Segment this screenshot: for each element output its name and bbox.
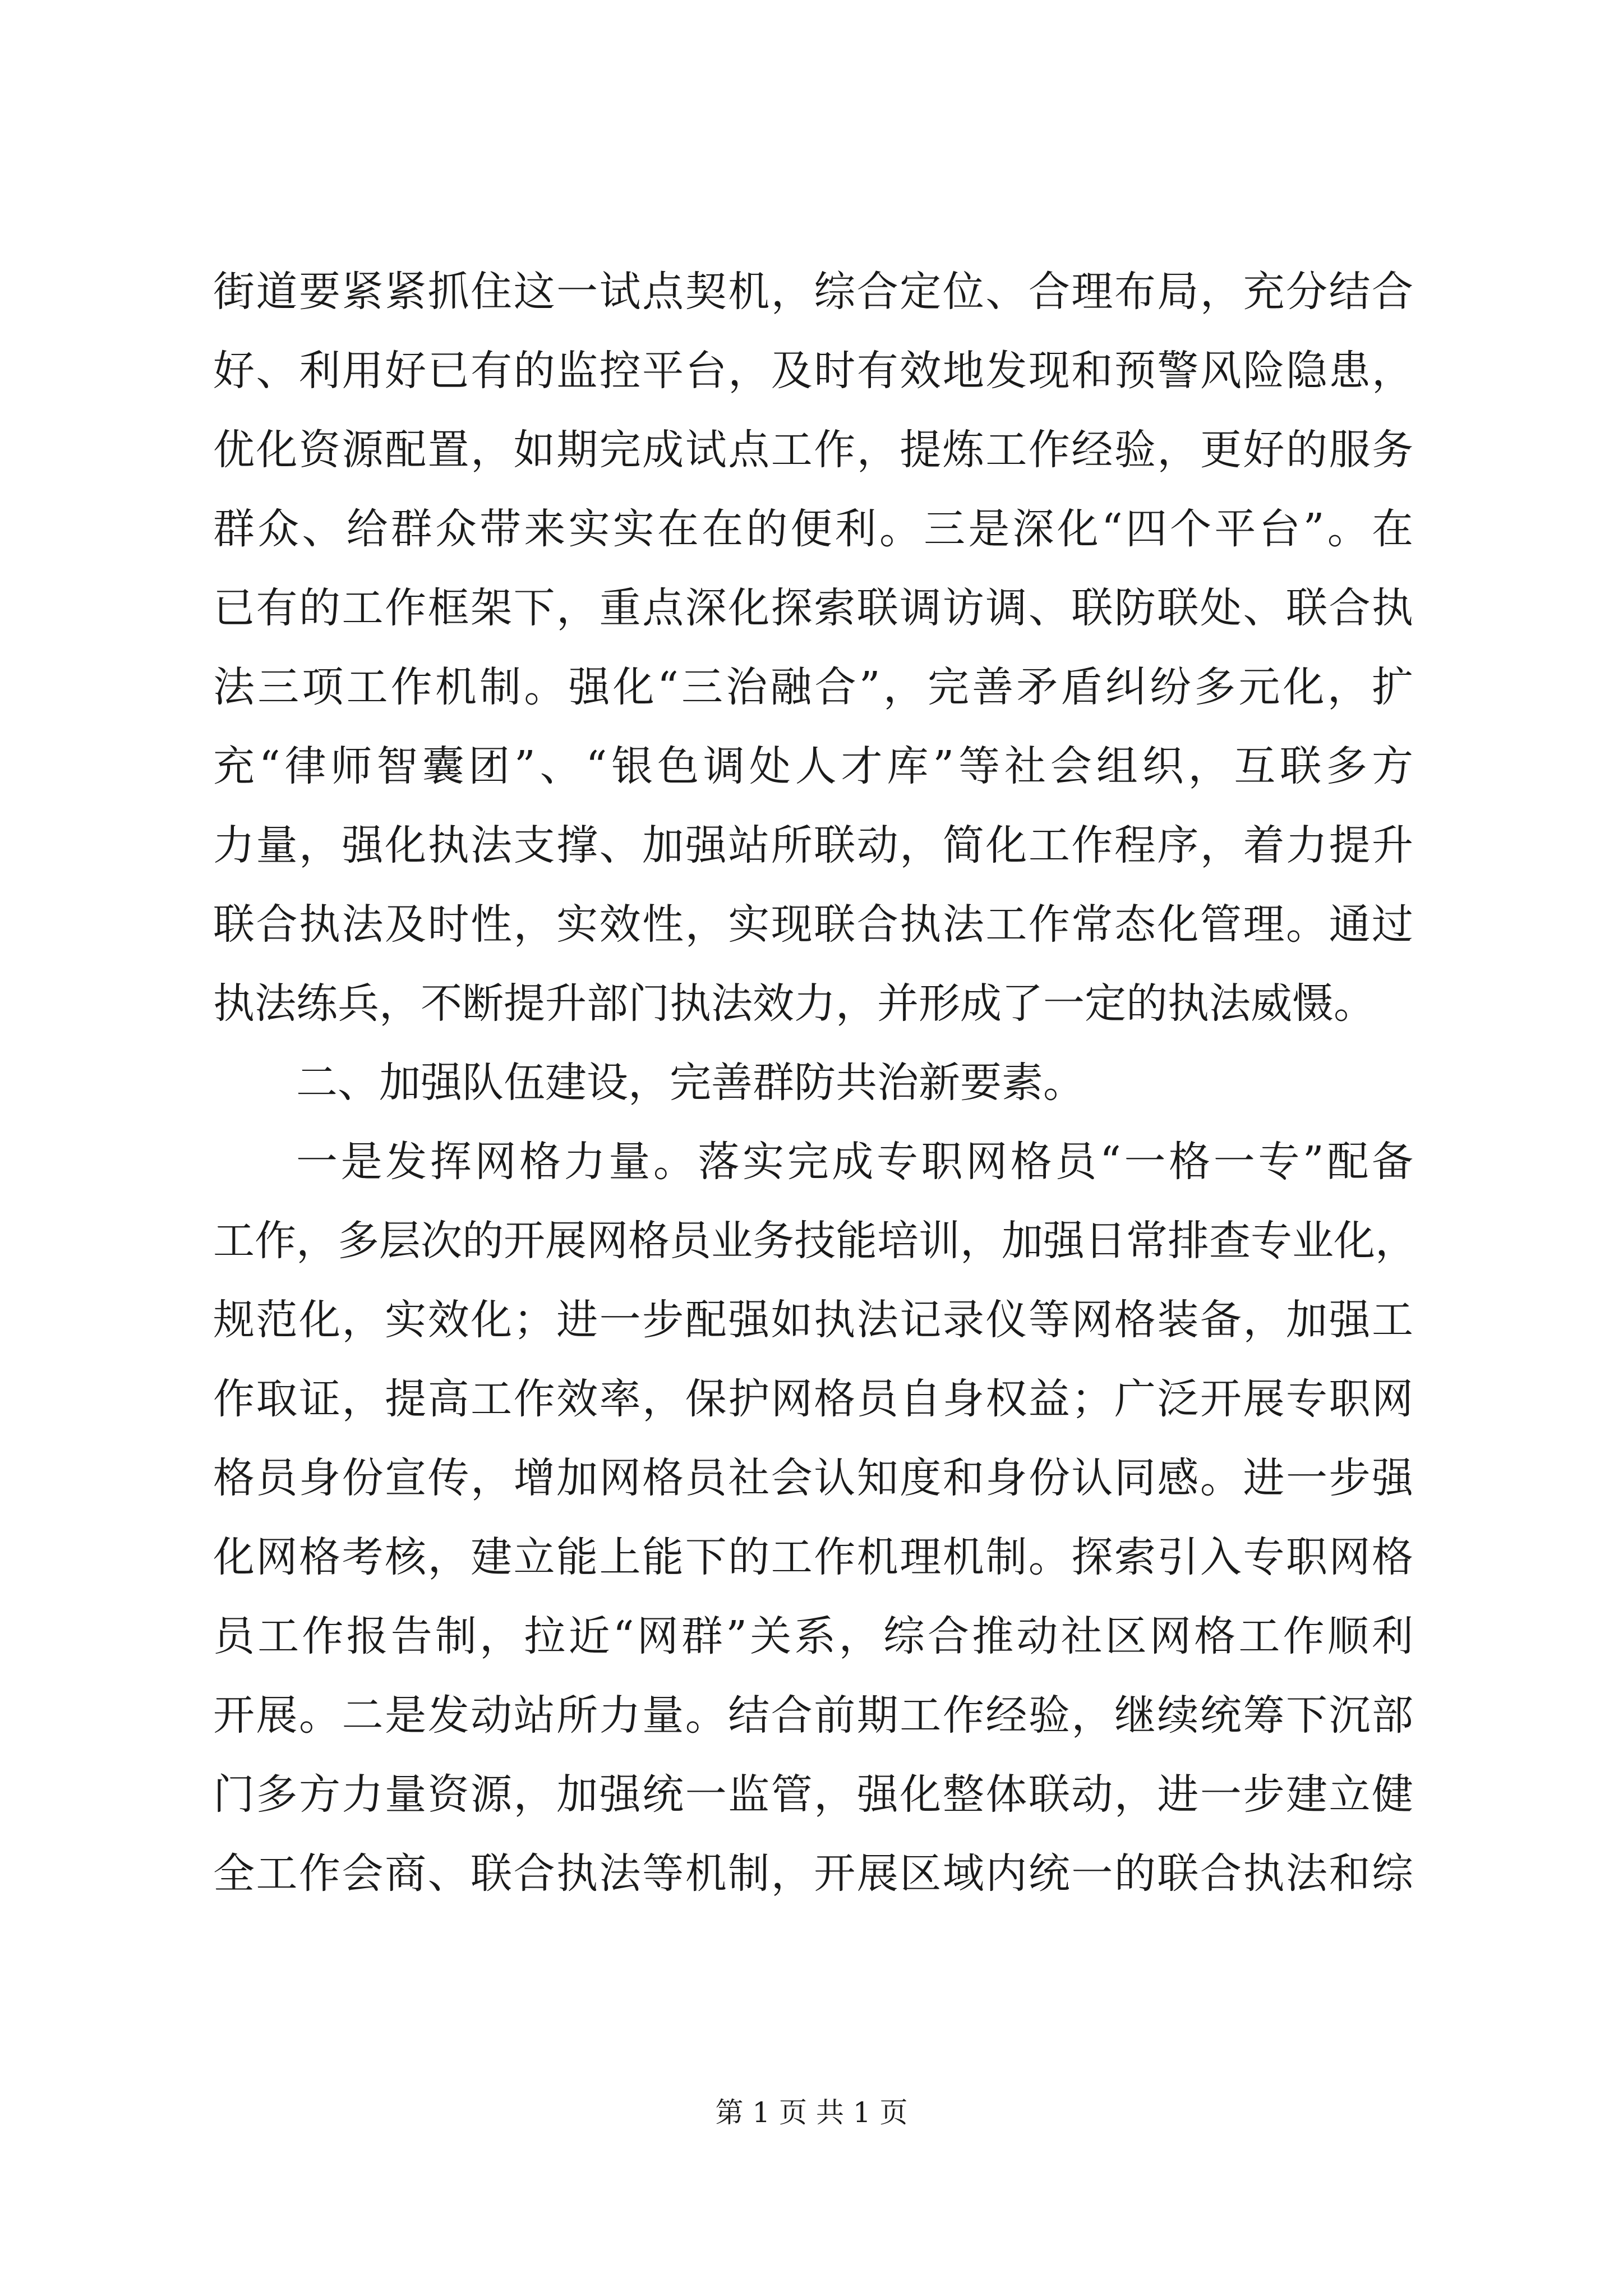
- text-line: 优化资源配置，如期完成试点工作，提炼工作经验，更好的服务: [213, 426, 1413, 474]
- section-heading: 二、加强队伍建设，完善群防共治新要素。: [296, 1059, 1085, 1107]
- text-line: 充“律师智囊团”、“银色调处人才库”等社会组织，互联多方: [213, 742, 1413, 790]
- text-line: 工作，多层次的开展网格员业务技能培训，加强日常排查专业化，: [213, 1217, 1417, 1265]
- text-line: 法三项工作机制。强化“三治融合”，完善矛盾纠纷多元化，扩: [213, 663, 1413, 711]
- text-line: 一是发挥网格力量。落实完成专职网格员“一格一专”配备: [296, 1138, 1413, 1186]
- text-line: 开展。二是发动站所力量。结合前期工作经验，继续统筹下沉部: [213, 1691, 1413, 1740]
- text-line: 格员身份宣传，增加网格员社会认知度和身份认同感。进一步强: [213, 1454, 1413, 1502]
- page-footer: 第 1 页 共 1 页: [715, 2096, 908, 2129]
- text-line: 化网格考核，建立能上能下的工作机理机制。探索引入专职网格: [213, 1533, 1413, 1581]
- text-line: 好、利用好已有的监控平台，及时有效地发现和预警风险隐患，: [213, 347, 1413, 395]
- text-line: 全工作会商、联合执法等机制，开展区域内统一的联合执法和综: [213, 1849, 1413, 1898]
- document-body: [213, 252, 1417, 1913]
- text-line: 执法练兵，不断提升部门执法效力，并形成了一定的执法威慑。: [213, 979, 1375, 1028]
- text-line: 作取证，提高工作效率，保护网格员自身权益；广泛开展专职网: [213, 1375, 1413, 1423]
- text-line: 力量，强化执法支撑、加强站所联动，简化工作程序，着力提升: [213, 821, 1413, 869]
- text-line: 门多方力量资源，加强统一监管，强化整体联动，进一步建立健: [213, 1770, 1413, 1819]
- text-line: 员工作报告制，拉近“网群”关系，综合推动社区网格工作顺利: [213, 1612, 1413, 1660]
- text-line: 联合执法及时性，实效性，实现联合执法工作常态化管理。通过: [213, 900, 1413, 949]
- text-line: 群众、给群众带来实实在在的便利。三是深化“四个平台”。在: [213, 505, 1413, 553]
- text-line: 已有的工作框架下，重点深化探索联调访调、联防联处、联合执: [213, 584, 1413, 632]
- text-line: 规范化，实效化；进一步配强如执法记录仪等网格装备，加强工: [213, 1296, 1413, 1344]
- text-line: 街道要紧紧抓住这一试点契机，综合定位、合理布局，充分结合: [213, 268, 1413, 316]
